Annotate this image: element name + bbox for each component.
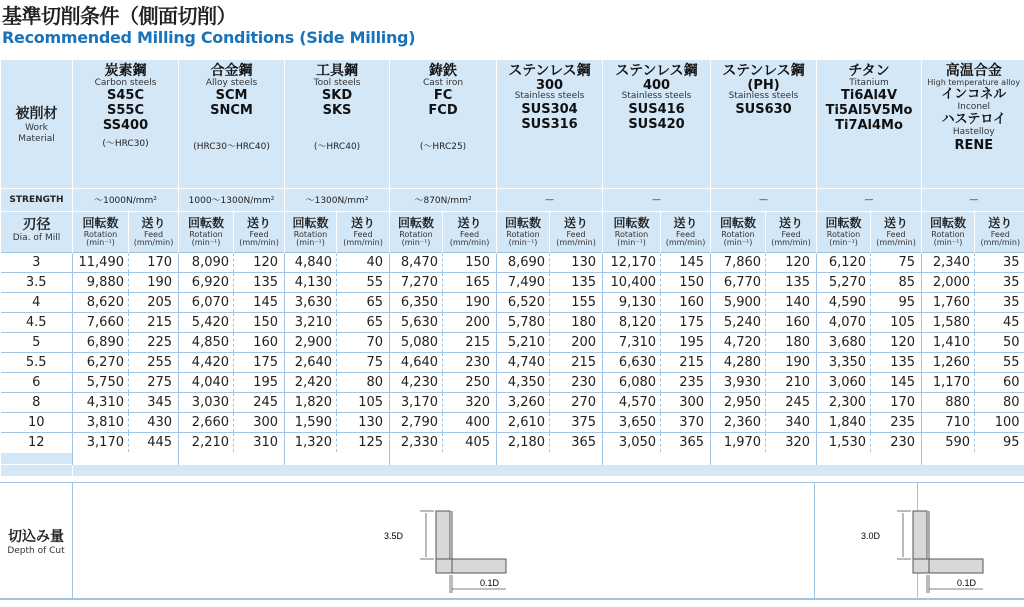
rotation-cell: 5,080 — [390, 332, 443, 352]
feed-cell: 135 — [234, 272, 285, 292]
rotation-cell: 3,650 — [603, 412, 661, 432]
spacer-row — [1, 464, 1024, 476]
strength-value: ～870N/mm² — [390, 188, 497, 211]
material-stainless-ph: ステンレス鋼 (PH) Stainless steels SUS630 — [711, 60, 817, 188]
feed-cell: 245 — [234, 392, 285, 412]
feed-cell: 170 — [871, 392, 922, 412]
feed-cell: 190 — [129, 272, 179, 292]
rotation-cell: 2,360 — [711, 412, 766, 432]
feed-cell: 35 — [975, 292, 1024, 312]
rotation-cell: 4,570 — [603, 392, 661, 412]
feed-cell: 75 — [337, 352, 390, 372]
rotation-cell: 4,850 — [179, 332, 234, 352]
rotation-cell: 4,350 — [497, 372, 550, 392]
material-stainless-400: ステンレス鋼 400 Stainless steels SUS416 SUS420 — [603, 60, 711, 188]
rotation-cell: 4,420 — [179, 352, 234, 372]
rotation-cell: 4,720 — [711, 332, 766, 352]
page-title-jp: 基準切削条件（側面切削） — [2, 4, 236, 28]
feed-cell: 195 — [661, 332, 711, 352]
feed-cell: 140 — [766, 292, 817, 312]
feed-cell: 60 — [975, 372, 1024, 392]
rotation-cell: 3,050 — [603, 432, 661, 452]
material-carbon-steel: 炭素鋼 Carbon steels S45C S55C SS400 (～HRC30) — [73, 60, 179, 188]
rotation-cell: 5,750 — [73, 372, 129, 392]
feed-cell: 80 — [337, 372, 390, 392]
rotation-cell: 6,630 — [603, 352, 661, 372]
rotation-cell: 1,530 — [817, 432, 871, 452]
rotation-cell: 3,260 — [497, 392, 550, 412]
feed-cell: 70 — [337, 332, 390, 352]
rotation-cell: 1,590 — [285, 412, 337, 432]
rotation-cell: 2,610 — [497, 412, 550, 432]
rotation-cell: 2,180 — [497, 432, 550, 452]
feed-cell: 120 — [766, 252, 817, 272]
rotation-cell: 4,590 — [817, 292, 871, 312]
rotation-cell: 2,790 — [390, 412, 443, 432]
feed-cell: 105 — [871, 312, 922, 332]
depth-label-en: Depth of Cut — [7, 545, 65, 556]
feed-cell: 275 — [129, 372, 179, 392]
feed-cell: 170 — [129, 252, 179, 272]
feed-cell: 210 — [766, 372, 817, 392]
rotation-cell: 7,270 — [390, 272, 443, 292]
dia-cell: 10 — [1, 412, 73, 432]
feed-header: 送り Feed (mm/min) — [234, 211, 285, 252]
feed-cell: 375 — [550, 412, 603, 432]
feed-cell: 95 — [871, 292, 922, 312]
feed-cell: 195 — [234, 372, 285, 392]
rotation-cell: 6,120 — [817, 252, 871, 272]
dia-cell: 3 — [1, 252, 73, 272]
feed-cell: 130 — [550, 252, 603, 272]
dia-cell: 5.5 — [1, 352, 73, 372]
strength-value: ～1300N/mm² — [285, 188, 390, 211]
feed-cell: 200 — [443, 312, 497, 332]
feed-cell: 55 — [337, 272, 390, 292]
feed-cell: 370 — [661, 412, 711, 432]
feed-cell: 120 — [234, 252, 285, 272]
feed-cell: 180 — [550, 312, 603, 332]
feed-cell: 215 — [129, 312, 179, 332]
rotation-cell: 6,890 — [73, 332, 129, 352]
feed-cell: 215 — [443, 332, 497, 352]
feed-cell: 100 — [975, 412, 1024, 432]
strength-value: 1000～1300N/mm² — [179, 188, 285, 211]
rotation-header: 回転数 Rotation (min⁻¹) — [73, 211, 129, 252]
feed-cell: 225 — [129, 332, 179, 352]
table-row — [1, 272, 1024, 292]
rotation-cell: 590 — [922, 432, 975, 452]
rotation-cell: 10,400 — [603, 272, 661, 292]
milling-conditions-table — [0, 60, 1024, 476]
rotation-cell: 11,490 — [73, 252, 129, 272]
feed-cell: 300 — [234, 412, 285, 432]
depth-radial-label: 0.1D — [480, 578, 500, 588]
rotation-cell: 6,520 — [497, 292, 550, 312]
rotation-header: 回転数 Rotation (min⁻¹) — [179, 211, 234, 252]
rotation-cell: 3,170 — [390, 392, 443, 412]
feed-header: 送り Feed (mm/min) — [661, 211, 711, 252]
rotation-cell: 1,170 — [922, 372, 975, 392]
feed-header: 送り Feed (mm/min) — [129, 211, 179, 252]
feed-cell: 400 — [443, 412, 497, 432]
rotation-header: 回転数 Rotation (min⁻¹) — [711, 211, 766, 252]
material-alloy-steel: 合金鋼 Alloy steels SCM SNCM (HRC30～HRC40) — [179, 60, 285, 188]
strength-row — [1, 188, 1024, 211]
rotation-cell: 2,950 — [711, 392, 766, 412]
feed-cell: 35 — [975, 252, 1024, 272]
material-stainless-300: ステンレス鋼 300 Stainless steels SUS304 SUS316 — [497, 60, 603, 188]
rotation-cell: 880 — [922, 392, 975, 412]
rotation-cell: 1,820 — [285, 392, 337, 412]
rotation-cell: 3,350 — [817, 352, 871, 372]
feed-header: 送り Feed (mm/min) — [975, 211, 1024, 252]
feed-cell: 255 — [129, 352, 179, 372]
feed-cell: 190 — [443, 292, 497, 312]
rotation-cell: 5,780 — [497, 312, 550, 332]
strength-value: — — [922, 188, 1024, 211]
feed-header: 送り Feed (mm/min) — [766, 211, 817, 252]
rotation-cell: 2,340 — [922, 252, 975, 272]
feed-cell: 65 — [337, 312, 390, 332]
rotation-cell: 6,080 — [603, 372, 661, 392]
rotation-cell: 1,970 — [711, 432, 766, 452]
work-material-label: 被削材 Work Material — [1, 60, 73, 188]
feed-cell: 150 — [234, 312, 285, 332]
rotation-cell: 5,420 — [179, 312, 234, 332]
rotation-cell: 1,840 — [817, 412, 871, 432]
depth-section — [0, 482, 1024, 599]
rotation-cell: 3,030 — [179, 392, 234, 412]
feed-cell: 145 — [661, 252, 711, 272]
feed-cell: 250 — [443, 372, 497, 392]
feed-cell: 150 — [443, 252, 497, 272]
feed-cell: 165 — [443, 272, 497, 292]
feed-cell: 55 — [975, 352, 1024, 372]
rotation-cell: 7,310 — [603, 332, 661, 352]
feed-cell: 175 — [661, 312, 711, 332]
rotation-cell: 4,740 — [497, 352, 550, 372]
depth-axial-label: 3.5D — [384, 531, 404, 541]
rotation-cell: 4,130 — [285, 272, 337, 292]
feed-cell: 205 — [129, 292, 179, 312]
feed-cell: 45 — [975, 312, 1024, 332]
rotation-cell: 3,630 — [285, 292, 337, 312]
feed-cell: 230 — [871, 432, 922, 452]
feed-cell: 150 — [661, 272, 711, 292]
feed-cell: 145 — [234, 292, 285, 312]
feed-cell: 120 — [871, 332, 922, 352]
feed-cell: 135 — [871, 352, 922, 372]
feed-cell: 85 — [871, 272, 922, 292]
feed-cell: 310 — [234, 432, 285, 452]
feed-cell: 215 — [550, 352, 603, 372]
rotation-cell: 6,270 — [73, 352, 129, 372]
rotation-cell: 2,210 — [179, 432, 234, 452]
rotation-cell: 7,860 — [711, 252, 766, 272]
feed-cell: 340 — [766, 412, 817, 432]
feed-cell: 215 — [661, 352, 711, 372]
depth-axial-label: 3.0D — [861, 531, 881, 541]
rotation-cell: 3,170 — [73, 432, 129, 452]
depth-label-jp: 切込み量 — [8, 528, 64, 545]
rotation-cell: 5,210 — [497, 332, 550, 352]
feed-cell: 300 — [661, 392, 711, 412]
feed-cell: 130 — [337, 412, 390, 432]
rotation-cell: 4,640 — [390, 352, 443, 372]
feed-cell: 155 — [550, 292, 603, 312]
rotation-cell: 2,000 — [922, 272, 975, 292]
feed-cell: 245 — [766, 392, 817, 412]
feed-cell: 180 — [766, 332, 817, 352]
rotation-cell: 3,930 — [711, 372, 766, 392]
rotation-cell: 1,410 — [922, 332, 975, 352]
rotation-cell: 710 — [922, 412, 975, 432]
table-row — [1, 412, 1024, 432]
rotation-header: 回転数 Rotation (min⁻¹) — [817, 211, 871, 252]
feed-cell: 345 — [129, 392, 179, 412]
rotation-header: 回転数 Rotation (min⁻¹) — [603, 211, 661, 252]
dia-cell: 3.5 — [1, 272, 73, 292]
table-row — [1, 252, 1024, 272]
feed-cell: 160 — [661, 292, 711, 312]
rotation-header: 回転数 Rotation (min⁻¹) — [390, 211, 443, 252]
table-row — [1, 332, 1024, 352]
rotation-cell: 3,810 — [73, 412, 129, 432]
rotation-cell: 1,320 — [285, 432, 337, 452]
rotation-cell: 8,090 — [179, 252, 234, 272]
feed-cell: 230 — [550, 372, 603, 392]
rotation-cell: 5,900 — [711, 292, 766, 312]
feed-cell: 175 — [234, 352, 285, 372]
rotation-cell: 8,470 — [390, 252, 443, 272]
rotation-cell: 9,880 — [73, 272, 129, 292]
feed-cell: 75 — [871, 252, 922, 272]
feed-cell: 445 — [129, 432, 179, 452]
feed-header: 送り Feed (mm/min) — [443, 211, 497, 252]
page-title-en: Recommended Milling Conditions (Side Milling) — [2, 28, 416, 47]
rotation-cell: 1,580 — [922, 312, 975, 332]
feed-cell: 190 — [766, 352, 817, 372]
feed-cell: 50 — [975, 332, 1024, 352]
material-high-temp-alloy: 高温合金 High temperature alloy インコネル Inconel ハステロイ Hastelloy RENE — [922, 60, 1024, 188]
rotation-cell: 2,420 — [285, 372, 337, 392]
feed-header: 送り Feed (mm/min) — [337, 211, 390, 252]
table-row — [1, 312, 1024, 332]
feed-cell: 230 — [443, 352, 497, 372]
rotation-cell: 2,640 — [285, 352, 337, 372]
strength-value: — — [817, 188, 922, 211]
feed-cell: 365 — [661, 432, 711, 452]
dia-cell: 4 — [1, 292, 73, 312]
feed-cell: 270 — [550, 392, 603, 412]
rotation-cell: 4,840 — [285, 252, 337, 272]
rotation-cell: 9,130 — [603, 292, 661, 312]
feed-cell: 430 — [129, 412, 179, 432]
rotation-cell: 4,070 — [817, 312, 871, 332]
feed-cell: 235 — [661, 372, 711, 392]
feed-cell: 135 — [550, 272, 603, 292]
strength-value: ～1000N/mm² — [73, 188, 179, 211]
dia-cell: 12 — [1, 432, 73, 452]
strength-value: — — [497, 188, 603, 211]
feed-cell: 105 — [337, 392, 390, 412]
feed-cell: 80 — [975, 392, 1024, 412]
feed-cell: 40 — [337, 252, 390, 272]
rotation-header: 回転数 Rotation (min⁻¹) — [497, 211, 550, 252]
feed-cell: 160 — [234, 332, 285, 352]
feed-cell: 145 — [871, 372, 922, 392]
rotation-cell: 8,620 — [73, 292, 129, 312]
table-row — [1, 392, 1024, 412]
rotation-header: 回転数 Rotation (min⁻¹) — [922, 211, 975, 252]
table-row — [1, 432, 1024, 452]
subheader-row — [1, 211, 1024, 252]
feed-cell: 235 — [871, 412, 922, 432]
rotation-cell: 5,630 — [390, 312, 443, 332]
rotation-cell: 7,490 — [497, 272, 550, 292]
rotation-cell: 4,310 — [73, 392, 129, 412]
feed-cell: 405 — [443, 432, 497, 452]
rotation-cell: 4,230 — [390, 372, 443, 392]
dia-cell: 8 — [1, 392, 73, 412]
rotation-cell: 1,760 — [922, 292, 975, 312]
rotation-cell: 2,330 — [390, 432, 443, 452]
rotation-cell: 5,270 — [817, 272, 871, 292]
rotation-header: 回転数 Rotation (min⁻¹) — [285, 211, 337, 252]
feed-cell: 160 — [766, 312, 817, 332]
rotation-cell: 1,260 — [922, 352, 975, 372]
material-tool-steel: 工具鋼 Tool steels SKD SKS (～HRC40) — [285, 60, 390, 188]
rotation-cell: 2,900 — [285, 332, 337, 352]
rotation-cell: 3,210 — [285, 312, 337, 332]
depth-diagram-1 — [380, 493, 520, 599]
strength-value: — — [711, 188, 817, 211]
material-cast-iron: 鋳鉄 Cast iron FC FCD (～HRC25) — [390, 60, 497, 188]
spacer-row — [1, 452, 1024, 464]
table-row — [1, 292, 1024, 312]
milling-table-wrap — [0, 60, 1024, 476]
strength-label: STRENGTH — [1, 188, 73, 211]
feed-cell: 320 — [766, 432, 817, 452]
depth-diagram-2 — [857, 493, 997, 599]
rotation-cell: 2,660 — [179, 412, 234, 432]
rotation-cell: 12,170 — [603, 252, 661, 272]
dia-cell: 4.5 — [1, 312, 73, 332]
material-header-row — [1, 60, 1024, 188]
rotation-cell: 7,660 — [73, 312, 129, 332]
feed-cell: 95 — [975, 432, 1024, 452]
rotation-cell: 6,070 — [179, 292, 234, 312]
table-row — [1, 352, 1024, 372]
rotation-cell: 4,280 — [711, 352, 766, 372]
strength-value: — — [603, 188, 711, 211]
rotation-cell: 8,120 — [603, 312, 661, 332]
feed-header: 送り Feed (mm/min) — [550, 211, 603, 252]
data-body — [1, 252, 1024, 452]
feed-cell: 65 — [337, 292, 390, 312]
rotation-cell: 3,060 — [817, 372, 871, 392]
material-titanium: チタン Titanium Ti6Al4V Ti5Al5V5Mo Ti7Al4Mo — [817, 60, 922, 188]
feed-cell: 35 — [975, 272, 1024, 292]
dia-cell: 6 — [1, 372, 73, 392]
feed-cell: 365 — [550, 432, 603, 452]
bottom-rule — [0, 598, 1024, 600]
rotation-cell: 6,350 — [390, 292, 443, 312]
feed-header: 送り Feed (mm/min) — [871, 211, 922, 252]
dia-cell: 5 — [1, 332, 73, 352]
table-row — [1, 372, 1024, 392]
rotation-cell: 2,300 — [817, 392, 871, 412]
feed-cell: 320 — [443, 392, 497, 412]
rotation-cell: 6,770 — [711, 272, 766, 292]
dia-label: 刃径 Dia. of Mill — [1, 211, 73, 252]
rotation-cell: 3,680 — [817, 332, 871, 352]
depth-radial-label: 0.1D — [957, 578, 977, 588]
rotation-cell: 6,920 — [179, 272, 234, 292]
rotation-cell: 8,690 — [497, 252, 550, 272]
rotation-cell: 4,040 — [179, 372, 234, 392]
feed-cell: 125 — [337, 432, 390, 452]
rotation-cell: 5,240 — [711, 312, 766, 332]
feed-cell: 135 — [766, 272, 817, 292]
feed-cell: 200 — [550, 332, 603, 352]
